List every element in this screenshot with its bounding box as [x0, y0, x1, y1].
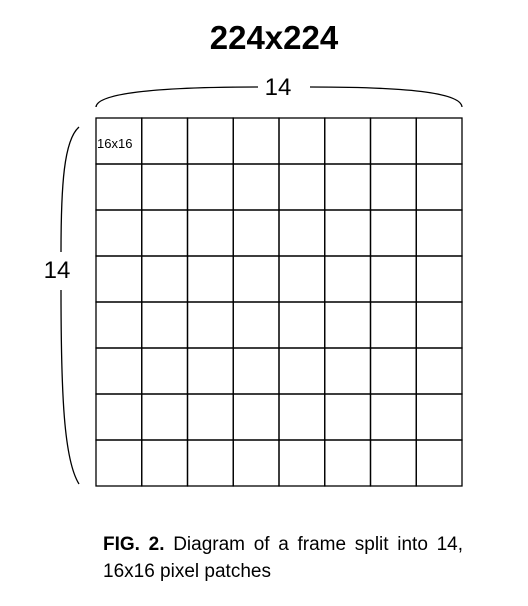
patch-cell — [142, 118, 188, 164]
patch-cell — [96, 394, 142, 440]
patch-cell — [142, 256, 188, 302]
left-brace-label: 14 — [43, 257, 71, 284]
patch-cell — [142, 348, 188, 394]
figure-caption — [103, 531, 463, 585]
patch-cell — [188, 256, 234, 302]
patch-cell — [416, 440, 462, 486]
patch-cell — [96, 440, 142, 486]
patch-cell — [416, 118, 462, 164]
patch-grid — [96, 118, 462, 486]
patch-cell — [188, 118, 234, 164]
patch-cell — [279, 302, 325, 348]
patch-cell — [325, 302, 371, 348]
patch-cell — [325, 118, 371, 164]
patch-cell — [142, 164, 188, 210]
patch-cell — [279, 210, 325, 256]
patch-cell — [416, 394, 462, 440]
patch-cell — [96, 164, 142, 210]
patch-cell — [233, 118, 279, 164]
patch-cell — [325, 256, 371, 302]
patch-cell — [188, 440, 234, 486]
patch-cell — [188, 348, 234, 394]
patch-cell — [371, 394, 417, 440]
patch-cell — [325, 394, 371, 440]
patch-cell — [325, 210, 371, 256]
patch-cell — [325, 164, 371, 210]
patch-cell — [279, 164, 325, 210]
patch-cell — [233, 256, 279, 302]
patch-cell — [371, 348, 417, 394]
patch-cell — [96, 348, 142, 394]
patch-cell — [416, 256, 462, 302]
patch-cell — [188, 394, 234, 440]
caption-figure-label: FIG. 2. — [103, 534, 165, 555]
patch-cell — [371, 302, 417, 348]
patch-cell — [233, 302, 279, 348]
patch-cell — [233, 348, 279, 394]
patch-cell — [371, 210, 417, 256]
patch-cell — [233, 440, 279, 486]
top-brace-right — [310, 87, 462, 107]
patch-cell — [279, 118, 325, 164]
left-brace-top — [61, 127, 79, 252]
patch-cell — [371, 118, 417, 164]
top-brace-label: 14 — [264, 74, 292, 101]
patch-cell — [279, 394, 325, 440]
patch-cell — [188, 210, 234, 256]
patch-cell — [142, 302, 188, 348]
patch-cell — [279, 348, 325, 394]
caption-text: Diagram of a frame split into 14, 16x16 pixel patches — [103, 534, 463, 582]
top-brace-left — [96, 87, 258, 107]
patch-cell — [233, 394, 279, 440]
figure-title: 224x224 — [209, 19, 339, 56]
patch-cell — [371, 256, 417, 302]
patch-cell — [233, 210, 279, 256]
patch-cell — [142, 440, 188, 486]
patch-cell — [279, 440, 325, 486]
patch-cell — [416, 302, 462, 348]
patch-size-label: 16x16 — [97, 136, 133, 151]
patch-cell — [142, 394, 188, 440]
patch-cell — [416, 210, 462, 256]
patch-cell — [325, 440, 371, 486]
patch-cell — [96, 256, 142, 302]
patch-cell — [416, 164, 462, 210]
patch-cell — [371, 440, 417, 486]
patch-cell — [188, 164, 234, 210]
patch-cell — [325, 348, 371, 394]
patch-cell — [96, 210, 142, 256]
patch-cell — [142, 210, 188, 256]
patch-cell — [416, 348, 462, 394]
patch-cell — [233, 164, 279, 210]
patch-cell — [279, 256, 325, 302]
left-brace-bottom — [61, 290, 79, 484]
patch-cell — [96, 302, 142, 348]
patch-cell — [188, 302, 234, 348]
patch-cell — [371, 164, 417, 210]
